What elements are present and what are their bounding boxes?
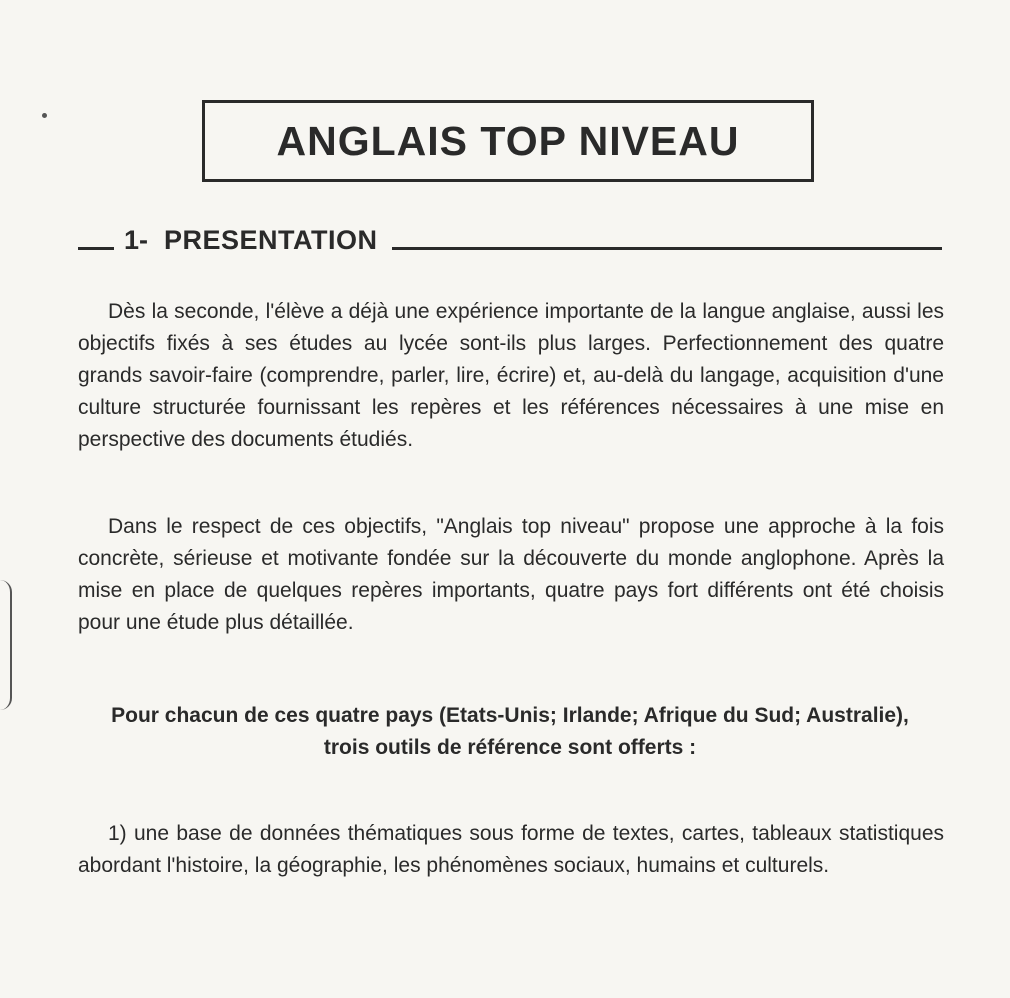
list-item-text: 1) une base de données thématiques sous forme de textes, cartes, tableaux statistiques abordant l'histoire, la géographie, les phénomènes sociaux, humains et culturels. [78,822,944,877]
paragraph-objectives [78,511,944,639]
highlight-paragraph: Pour chacun de ces quatre pays (Etats-Unis; Irlande; Afrique du Sud; Australie), trois outils de référence sont offerts : [111,704,909,759]
paragraph-intro-text: Dès la seconde, l'élève a déjà une expérience importante de la langue anglaise, aussi les objectifs fixés à ses études au lycée sont-ils plus larges. Perfectionnement des quatre grands savoir-faire (comprendre, parler, lire, écrire) et, au-delà du langage, acquisition d'une culture structurée fournissant les repères et les références nécessaires à une mise en perspective des documents étudiés. [78,300,944,451]
paragraph-intro [78,296,944,456]
section-heading [78,220,942,260]
binding-mark [0,580,12,710]
section-number: 1- [124,225,149,255]
heading-rule-left [78,247,114,250]
heading-rule-right [392,247,942,250]
ink-dot [42,113,47,118]
paragraph-objectives-text: Dans le respect de ces objectifs, "Anglais top niveau" propose une approche à la fois concrète, sérieuse et motivante fondée sur la découverte du monde anglophone. Après la mise en place de quelques repères importants, quatre pays fort différents ont été choisis pour une étude plus détaillée. [78,515,944,634]
section-label: PRESENTATION [164,225,378,255]
document-title: ANGLAIS TOP NIVEAU [276,117,740,164]
list-item [78,818,944,882]
title-box [202,100,814,182]
